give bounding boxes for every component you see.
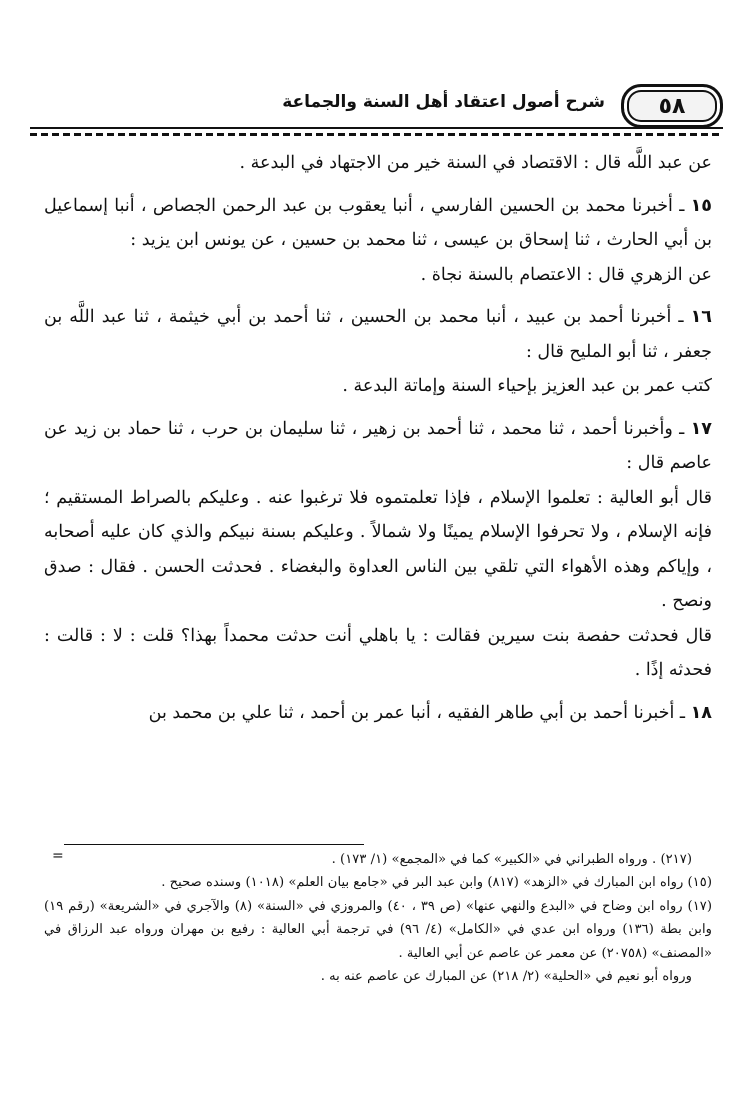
narration-16 <box>44 300 712 369</box>
paragraph-text: ـ أخبرنا أحمد بن عبيد ، أنبا محمد بن الحسين ، ثنا أحمد بن أبي خيثمة ، ثنا عبد اللَّه بن جعفر ، ثنا أبو المليح قال : <box>44 307 712 362</box>
paragraph-text: عن عبد اللَّه قال : الاقتصاد في السنة خير من الاجتهاد في البدعة . <box>239 153 712 173</box>
narration-15 <box>44 189 712 258</box>
narration-number: ١٧ <box>690 418 712 439</box>
header-rule <box>30 127 723 137</box>
paragraph-3 <box>44 258 712 293</box>
narration-18 <box>44 696 712 731</box>
narration-17 <box>44 412 712 481</box>
footnote-item: (١٥) رواه ابن المبارك في «الزهد» (٨١٧) وابن عبد البر في «جامع بيان العلم» (١٠١٨) وسنده صحيح . <box>161 875 712 891</box>
page-number: ٥٨ <box>658 93 686 119</box>
page-number-badge <box>621 84 723 128</box>
footnote-rule <box>64 844 364 845</box>
paragraph-text: قال أبو العالية : تعلموا الإسلام ، فإذا تعلمتموه فلا ترغبوا عنه . وعليكم بالصراط المستقيم ؛ فإنه الإسلام ، ولا تحرفوا الإسلام يمينًا ولا شمالاً . وعليكم بسنة نبيكم والذي كان عليه أصحابه ، وإياكم وهذه الأهواء التي تلقي بين الناس العداوة والبغضاء . فحدثت الحسن . فقال : صدق ونصح . <box>44 487 712 611</box>
main-text <box>44 146 712 730</box>
paragraph-text: ـ أخبرنا محمد بن الحسين الفارسي ، أنبا يعقوب بن عبد الرحمن الجصاص ، أنبا إسماعيل بن أبي الحارث ، ثنا إسحاق بن عيسى ، ثنا محمد بن حسين ، عن يونس ابن يزيد : <box>44 195 712 250</box>
footnote-item: (٢١٧) . ورواه الطبراني في «الكبير» كما في «المجمع» (١/ ١٧٣) . <box>331 852 692 867</box>
narration-number: ١٥ <box>690 195 712 216</box>
paragraph-text: قال فحدثت حفصة بنت سيرين فقالت : يا باهلي أنت حدثت محمداً بهذا؟ قلت : لا : قالت : فحدثه إذًا . <box>44 625 712 680</box>
paragraph-text: ـ وأخبرنا أحمد ، ثنا محمد ، ثنا أحمد بن زهير ، ثنا سليمان بن حرب ، ثنا حماد بن زيد عن عاصم قال : <box>44 418 712 473</box>
paragraph-7 <box>44 481 712 619</box>
footnote-item: (١٧) رواه ابن وضاح في «البدع والنهي عنها» (ص ٣٩ ، ٤٠) والمروزي في «السنة» (٨) والآجري في «الشريعة» (رقم ١٩) وابن بطة (١٣٦) ورواه ابن عدي في «الكامل» (٤/ ٩٦) في ترجمة أبي العالية : رفيع بن مهران ورواه عبد الرزاق في «المصنف» (٢٠٧٥٨) عن معمر عن عاصم عن أبي العالية . <box>44 898 713 961</box>
footnote-continuation-mark: = <box>52 848 64 864</box>
paragraph-text: ـ أخبرنا أحمد بن أبي طاهر الفقيه ، أنبا عمر بن أحمد ، ثنا علي بن محمد بن <box>148 702 691 723</box>
running-title: شرح أصول اعتقاد أهل السنة والجماعة <box>282 92 605 112</box>
paragraph-text: عن الزهري قال : الاعتصام بالسنة نجاة . <box>420 264 712 285</box>
paragraph-5 <box>44 369 712 404</box>
narration-number: ١٦ <box>690 307 712 327</box>
footnote-item: ورواه أبو نعيم في «الحلية» (٢/ ٢١٨) عن المبارك عن عاصم عنه به . <box>320 969 692 985</box>
paragraph-8 <box>44 619 712 688</box>
paragraph-text: كتب عمر بن عبد العزيز بإحياء السنة وإماتة البدعة . <box>342 376 712 396</box>
narration-number: ١٨ <box>690 702 712 723</box>
footnotes <box>44 848 712 988</box>
paragraph-1 <box>44 146 712 181</box>
page-header <box>30 84 723 128</box>
